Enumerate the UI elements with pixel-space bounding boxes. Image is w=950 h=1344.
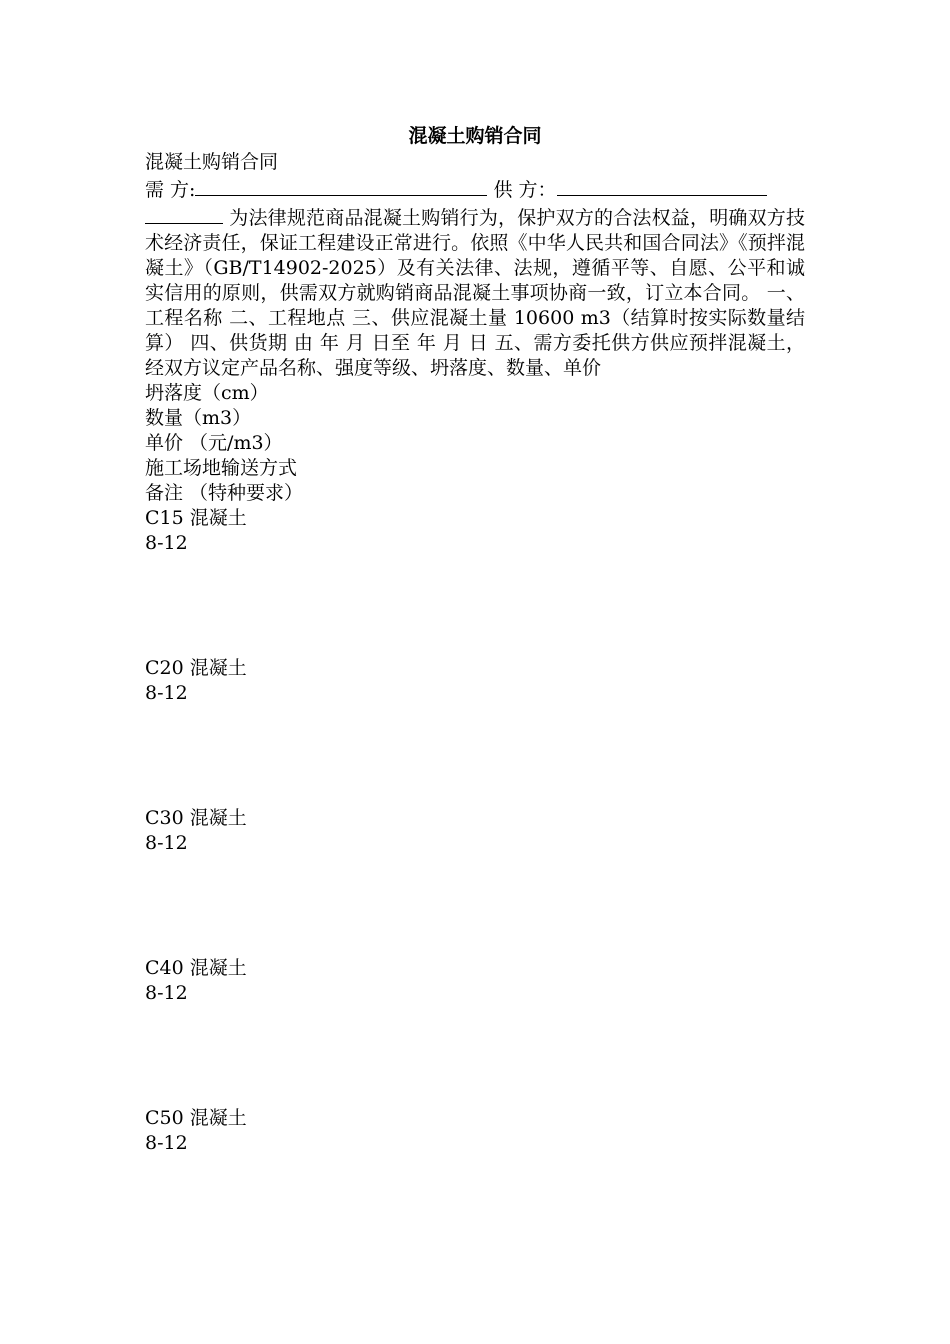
grade-item [145, 656, 805, 706]
document-subtitle: 混凝土购销合同 [145, 151, 279, 173]
grade-slump: 8-12 [145, 832, 188, 854]
grade-item [145, 806, 805, 856]
grade-slump: 8-12 [145, 1132, 188, 1154]
grade-slump: 8-12 [145, 982, 188, 1004]
grade-name: C30 混凝土 [145, 807, 247, 829]
contract-page [145, 122, 805, 1156]
seller-blank-continued [145, 203, 223, 224]
field-quantity: 数量（m3） [145, 407, 252, 429]
grade-slump: 8-12 [145, 532, 188, 554]
field-delivery-method: 施工场地输送方式 [145, 457, 298, 479]
grade-slump: 8-12 [145, 682, 188, 704]
buyer-blank [195, 175, 487, 196]
seller-label: 供 方： [493, 179, 557, 201]
grade-name: C20 混凝土 [145, 657, 247, 679]
grade-name: C40 混凝土 [145, 957, 247, 979]
intro-text: 为法律规范商品混凝土购销行为，保护双方的合法权益，明确双方技术经济责任，保证工程建设正常进行。依照《中华人民共和国合同法》《预拌混凝土》（GB/T14902-2025）及有关法律、法规，遵循平等、自愿、公平和诚实信用的原则，供需双方就购销商品混凝土事项协商一致，订立本合同。 一、工程名称 二、工程地点 三、供应混凝土量 10600 m3（结算时按实际数量结算） 四、供货期 由 年 月 日至 年 月 日 五、需方委托供方供应预拌混凝土，经双方议定产品名称、强度等级、坍落度、数量、单价 [145, 207, 805, 379]
field-remarks: 备注 （特种要求） [145, 482, 304, 504]
grade-item [145, 956, 805, 1006]
intro-paragraph [145, 203, 805, 381]
grade-name: C15 混凝土 [145, 507, 247, 529]
grade-item [145, 506, 805, 556]
grade-item [145, 1106, 805, 1156]
seller-blank [557, 175, 767, 196]
document-title: 混凝土购销合同 [408, 125, 542, 147]
parties-line [145, 175, 805, 203]
buyer-label: 需 方: [145, 179, 196, 201]
field-slump: 坍落度（cm） [145, 382, 269, 404]
grade-name: C50 混凝土 [145, 1107, 247, 1129]
field-unit-price: 单价 （元/m3） [145, 432, 283, 454]
